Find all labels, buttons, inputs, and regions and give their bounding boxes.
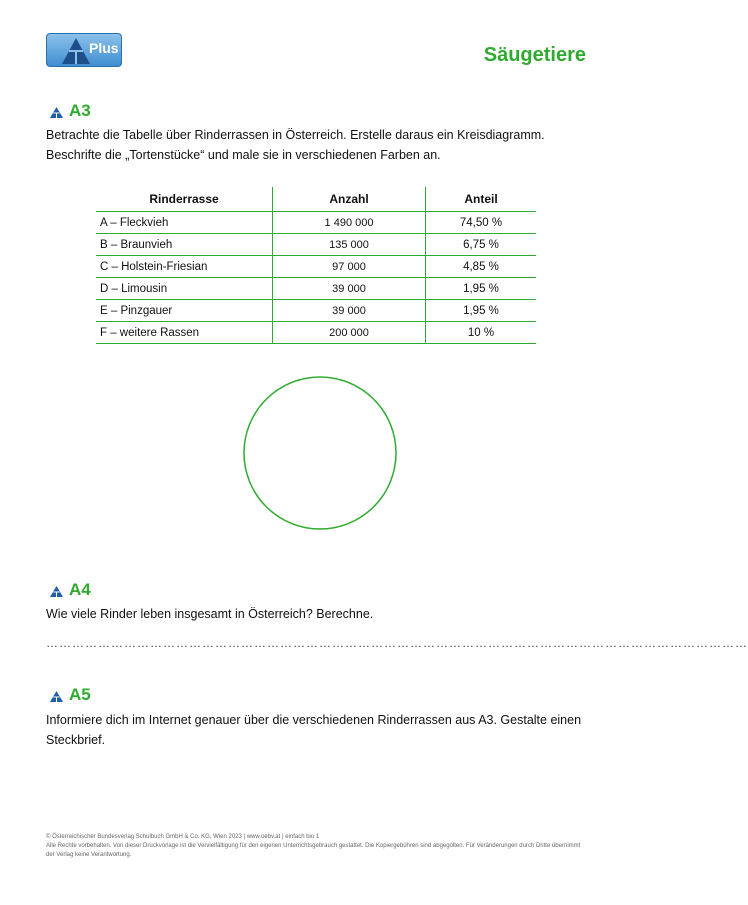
breed-cell: D – Limousin	[96, 278, 273, 300]
difficulty-triangle-icon	[50, 691, 63, 702]
footer	[46, 833, 586, 860]
column-header-breed: Rinderrasse	[96, 187, 273, 212]
difficulty-triangle-icon	[50, 107, 63, 118]
share-cell: 4,85 %	[426, 256, 537, 278]
breed-cell: B – Braunvieh	[96, 234, 273, 256]
table-row	[96, 234, 536, 256]
column-header-share: Anteil	[426, 187, 537, 212]
difficulty-triangle-icon	[50, 586, 63, 597]
page-title: Säugetiere	[483, 44, 586, 66]
count-cell: 97 000	[273, 256, 426, 278]
task-number: A3	[69, 101, 91, 120]
task-a4-text: Wie viele Rinder leben insgesamt in Österreich? Berechne.	[46, 607, 374, 621]
copyright-line: © Österreichischer Bundesverlag Schulbuch GmbH & Co. KG, Wien 2023 | www.oebv.at | einfach bio 1	[46, 834, 320, 840]
table-row	[96, 278, 536, 300]
task-a3-text: Betrachte die Tabelle über Rinderrassen in Österreich. Erstelle daraus ein Kreisdiagramm. Beschrifte die „Tortenstücke“ und male sie in verschiedenen Farben an.	[46, 128, 545, 162]
empty-pie-chart-circle	[240, 373, 400, 533]
task-number: A5	[69, 685, 91, 704]
cattle-breeds-table	[96, 187, 536, 344]
breed-cell: C – Holstein-Friesian	[96, 256, 273, 278]
count-cell: 200 000	[273, 322, 426, 344]
column-header-count: Anzahl	[273, 187, 426, 212]
answer-line[interactable]: ………………………………………………………………………………………………………………………………………………	[46, 636, 748, 650]
breed-cell: A – Fleckvieh	[96, 212, 273, 234]
task-a5-text: Informiere dich im Internet genauer über die verschiedenen Rinderrassen aus A3. Gestalte einen Steckbrief.	[46, 713, 582, 747]
task-number: A4	[69, 580, 91, 599]
table-header-row	[96, 187, 536, 212]
count-cell: 1 490 000	[273, 212, 426, 234]
rights-notice: Alle Rechte vorbehalten. Von dieser Druckvorlage ist die Vervielfältigung für den eigenen Unterrichtsgebrauch gestattet. Die Kopiergebühren sind abgegolten. Für Veränderungen durch Dritte übernimmt der Verlag keine Verantwortung.	[46, 843, 581, 858]
plus-logo	[46, 33, 122, 67]
breed-cell: F – weitere Rassen	[96, 322, 273, 344]
pyramid-icon	[61, 37, 91, 65]
share-cell: 1,95 %	[426, 300, 537, 322]
count-cell: 39 000	[273, 278, 426, 300]
share-cell: 1,95 %	[426, 278, 537, 300]
share-cell: 74,50 %	[426, 212, 537, 234]
table-row	[96, 322, 536, 344]
share-cell: 10 %	[426, 322, 537, 344]
table-row	[96, 256, 536, 278]
logo-text: Plus	[89, 40, 119, 56]
breed-cell: E – Pinzgauer	[96, 300, 273, 322]
table-row	[96, 300, 536, 322]
table-row	[96, 212, 536, 234]
share-cell: 6,75 %	[426, 234, 537, 256]
count-cell: 135 000	[273, 234, 426, 256]
count-cell: 39 000	[273, 300, 426, 322]
